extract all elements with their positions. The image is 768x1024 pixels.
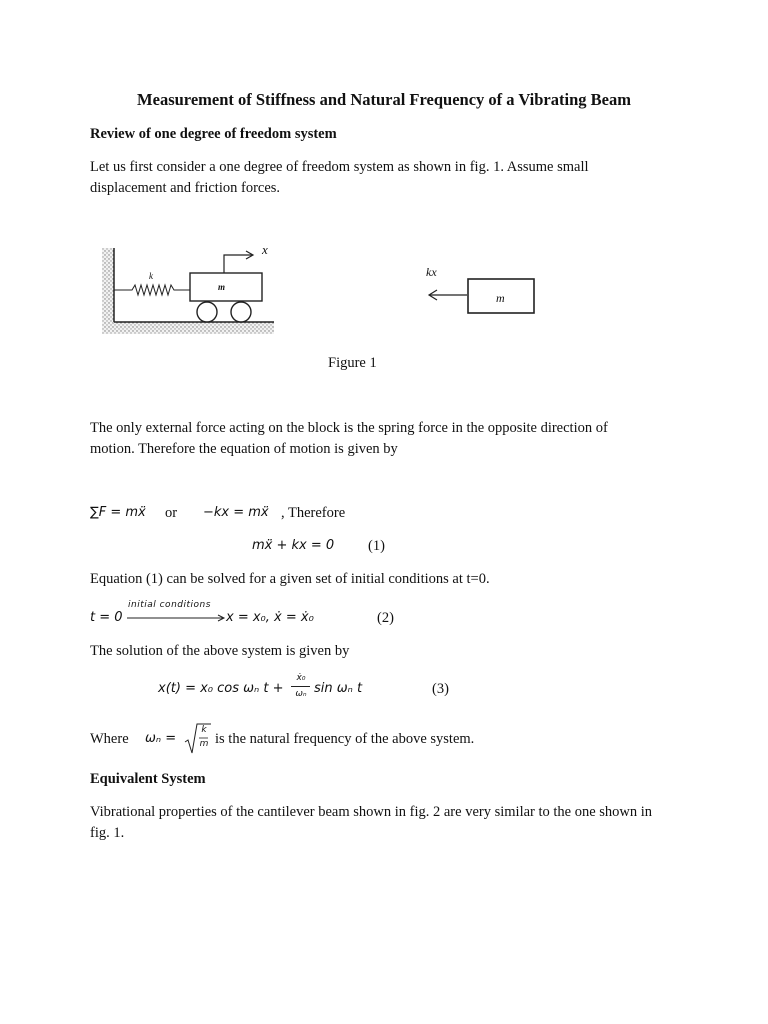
section-heading-review: Review of one degree of freedom system xyxy=(90,126,337,142)
paragraph-equivalent-line2: fig. 1. xyxy=(90,825,125,841)
equation-3-left: x(t) = x₀ cos ωₙ t + xyxy=(158,681,284,696)
equation-3-right: sin ωₙ t xyxy=(314,681,363,696)
equation-3-number: (3) xyxy=(432,681,449,697)
free-body-diagram xyxy=(424,276,540,318)
paragraph-solution: The solution of the above system is given by xyxy=(90,643,350,659)
equation-1-number: (1) xyxy=(368,538,385,554)
page-title: Measurement of Stiffness and Natural Frequency of a Vibrating Beam xyxy=(137,90,631,109)
text-or: or xyxy=(165,505,178,521)
wheel-left xyxy=(197,302,217,322)
omega-definition: ωₙ = xyxy=(145,731,177,746)
floor-hatch xyxy=(114,322,274,334)
equation-3-fraction-numerator: ẋ₀ xyxy=(296,673,306,683)
wall-hatch xyxy=(102,248,114,334)
sqrt-numerator: k xyxy=(201,725,207,735)
paragraph-intro-line1: Let us first consider a one degree of freedom system as shown in fig. 1. Assume small xyxy=(90,159,589,175)
equation-2-arrow xyxy=(127,613,227,623)
equation-2-arrow-label: initial conditions xyxy=(128,600,211,610)
mass-block xyxy=(190,273,262,301)
paragraph-force-line1: The only external force acting on the block is the spring force in the opposite direction of xyxy=(90,420,608,436)
spring xyxy=(114,285,190,295)
equation-2-number: (2) xyxy=(377,610,394,626)
label-m-block: m xyxy=(218,282,226,292)
spring-mass-diagram xyxy=(100,238,280,338)
section-heading-equivalent: Equivalent System xyxy=(90,771,206,787)
paragraph-equivalent-line1: Vibrational properties of the cantilever beam shown in fig. 2 are very similar to the one shown in xyxy=(90,804,653,820)
equation-sum-force: ∑F = mẍ xyxy=(90,505,146,520)
text-natural-frequency: is the natural frequency of the above system. xyxy=(215,731,475,747)
sqrt-denominator: m xyxy=(199,739,209,749)
equation-2-right: x = x₀, ẋ = ẋ₀ xyxy=(226,610,314,625)
paragraph-force-line2: motion. Therefore the equation of motion is given by xyxy=(90,441,398,457)
equation-3-fraction-denominator: ωₙ xyxy=(295,689,307,699)
paragraph-intro-line2: displacement and friction forces. xyxy=(90,180,281,196)
label-k: k xyxy=(149,271,153,281)
wheel-right xyxy=(231,302,251,322)
equation-1: mẍ + kx = 0 xyxy=(252,538,335,553)
equation-3-fraction-bar xyxy=(291,686,310,687)
figure-caption: Figure 1 xyxy=(328,355,377,371)
equation-neg-kx: −kx = mẍ xyxy=(203,505,269,520)
equation-2-left: t = 0 xyxy=(90,610,123,625)
label-x: x xyxy=(262,242,268,257)
paragraph-initial-conditions: Equation (1) can be solved for a given set of initial conditions at t=0. xyxy=(90,571,490,587)
text-therefore: , Therefore xyxy=(281,505,346,521)
label-kx: kx xyxy=(426,265,437,279)
text-where: Where xyxy=(90,731,129,747)
label-m-fbd: m xyxy=(496,291,505,305)
